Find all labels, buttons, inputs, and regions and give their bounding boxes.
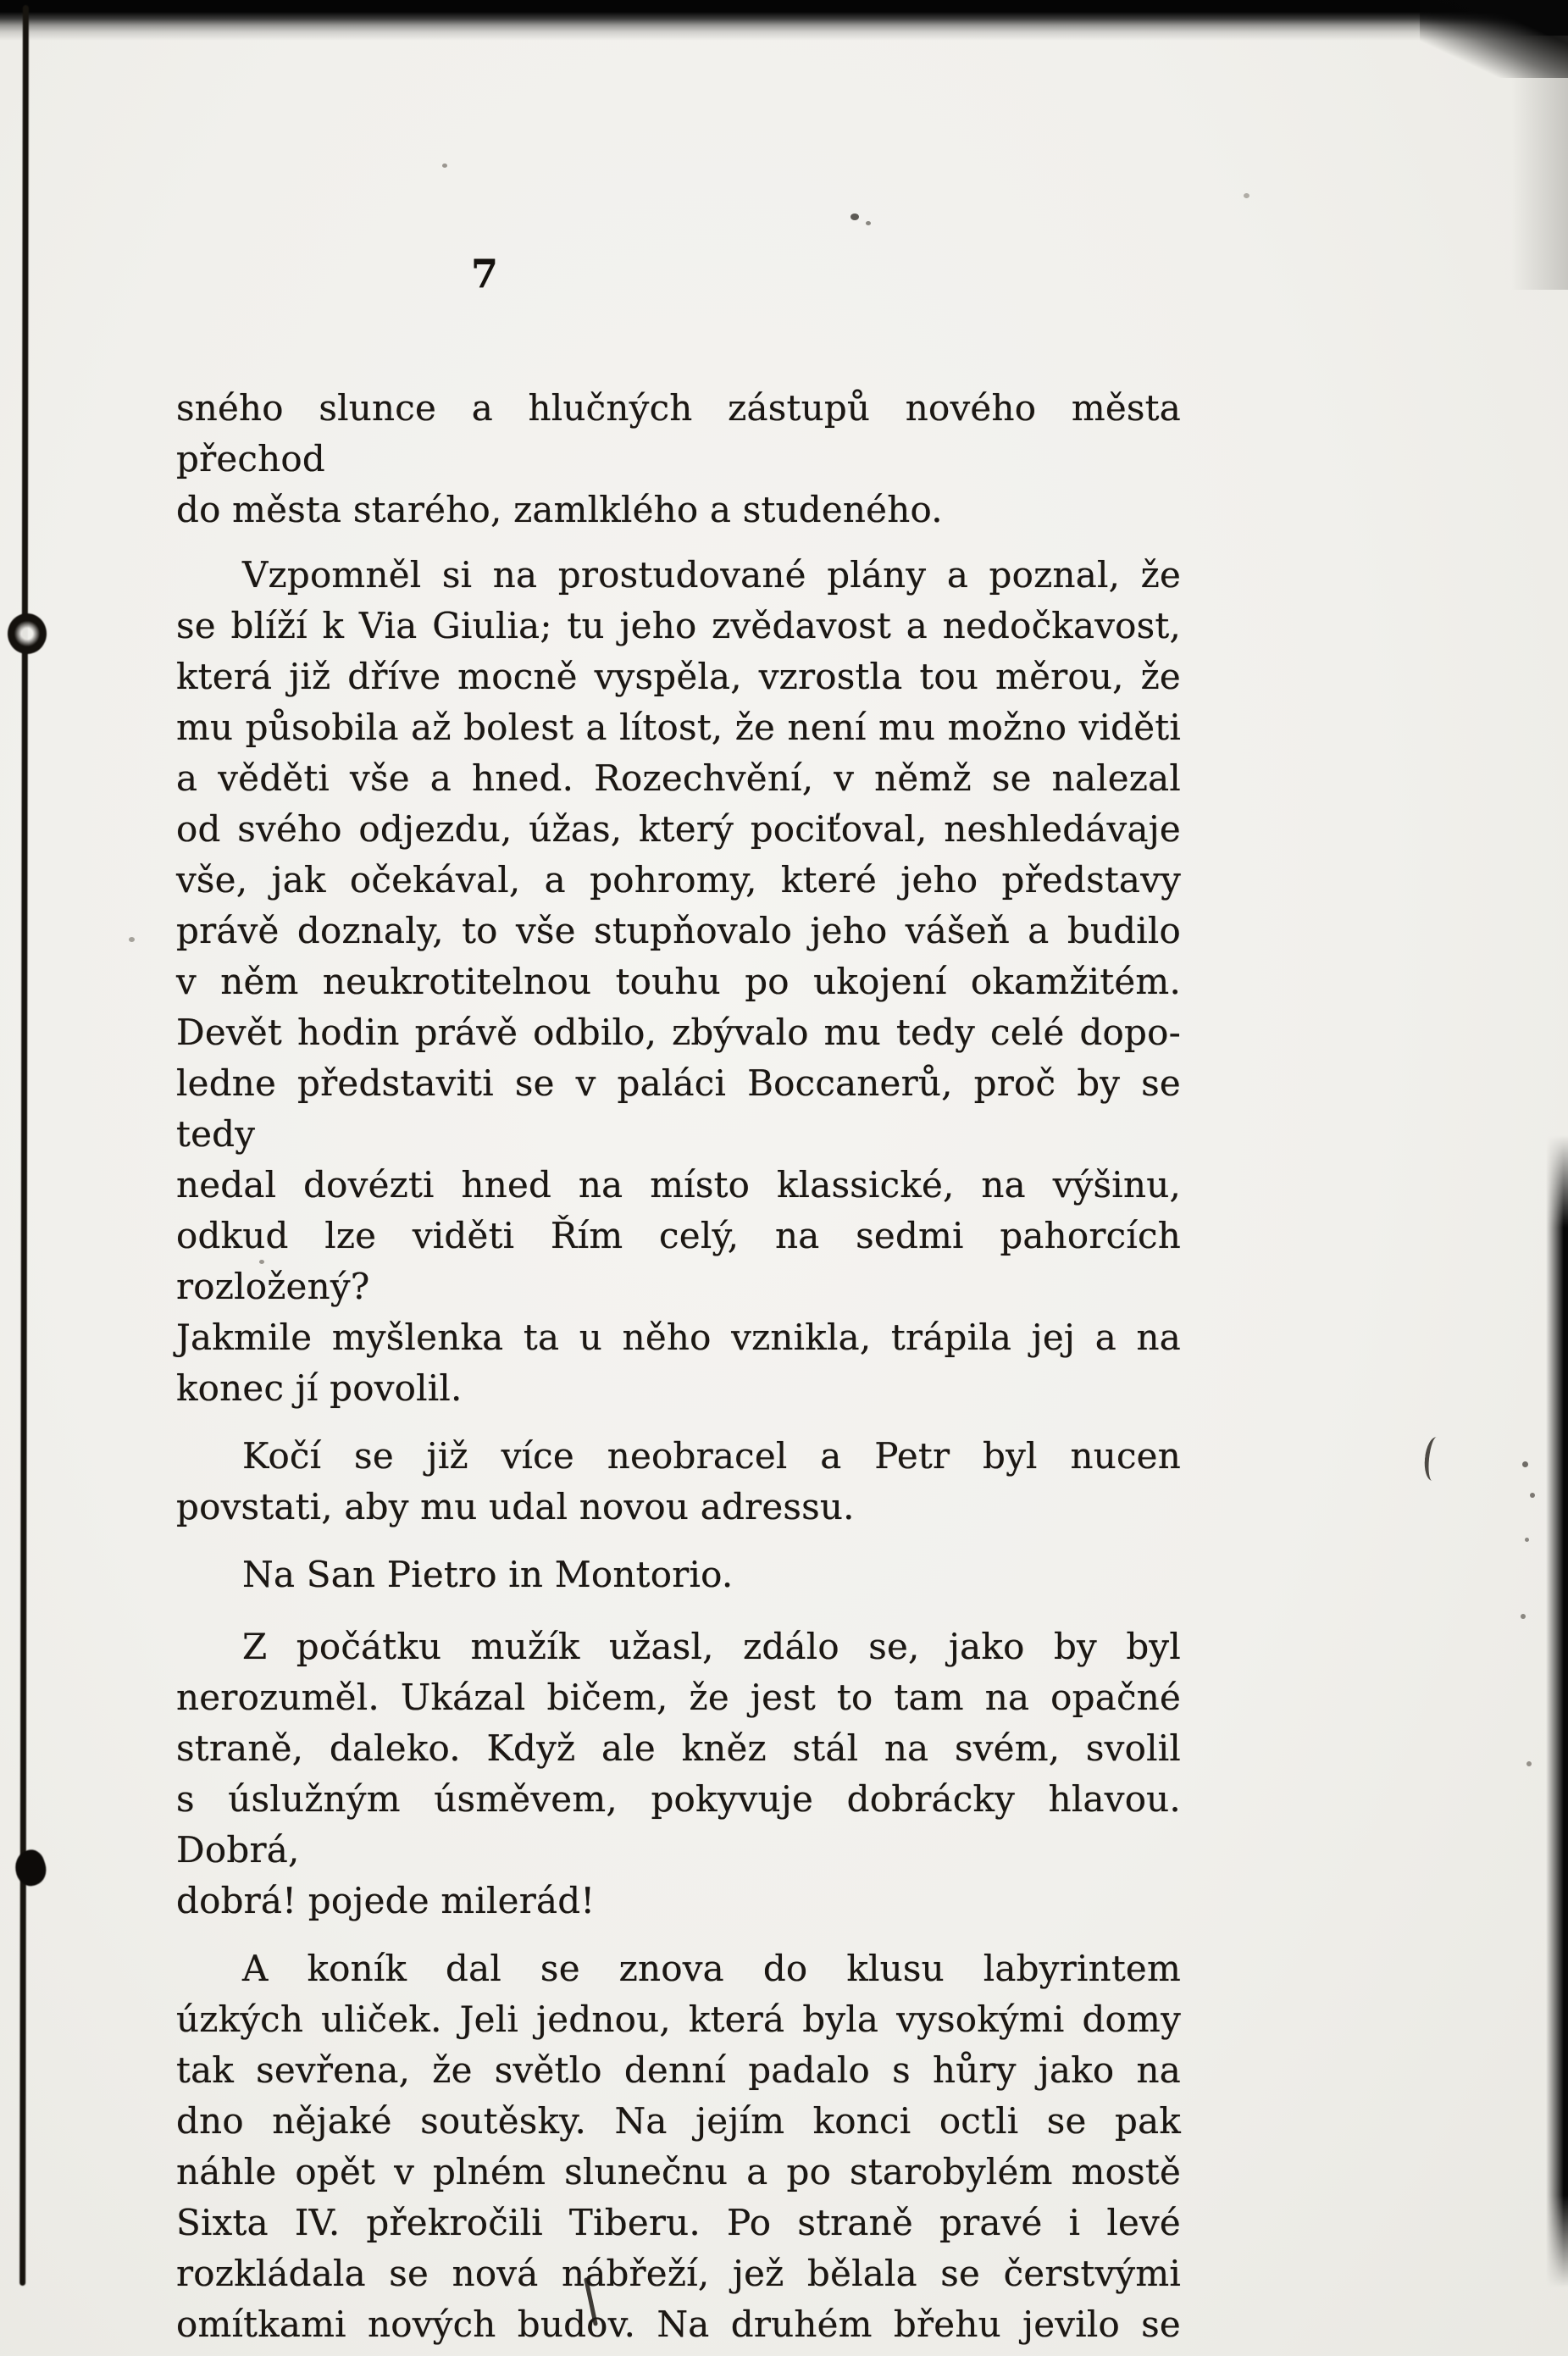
paper-speck [1521,1614,1526,1619]
text-line: konec jí povolil. [176,1367,463,1409]
scan-edge-right [1546,1135,1568,2287]
text-line: tak sevřena, že světlo denní padalo s hůry jako na [176,2049,1181,2091]
text-line: nedal dovézti hned na místo klassické, na výšinu, [176,1164,1181,1206]
text-line: se blíží k Via Giulia; tu jeho zvědavost a nedočkavost, [176,605,1181,646]
ink-blot-left-lower [10,1846,50,1889]
paper-speck [1525,1538,1529,1542]
text-line: Jakmile myšlenka ta u něho vznikla, trápila jej a na [176,1317,1181,1358]
text-line: dobrá! pojede milerád! [176,1880,596,1921]
text-line: Sixta IV. překročili Tiberu. Po straně pravé i levé [176,2202,1181,2243]
text-line: Devět hodin právě odbilo, zbývalo mu tedy celé dopo- [176,1012,1181,1053]
text-line: nerozuměl. Ukázal bičem, že jest to tam na opačné [176,1677,1181,1718]
paper-speck [1244,193,1249,198]
text-line: sného slunce a hlučných zástupů nového města přechod [176,387,1181,480]
paper-speck [129,937,135,942]
ink-blot-left-upper [8,613,47,654]
paper-speck [1530,1493,1535,1498]
text-line: Z počátku mužík užasl, zdálo se, jako by byl [242,1626,1181,1667]
text-line: mu působila až bolest a lítost, že není mu možno viděti [176,707,1181,748]
scan-edge-top [0,0,1568,41]
text-line: náhle opět v plném slunečnu a po starobylém mostě [176,2151,1181,2192]
paper-speck [1522,1461,1528,1467]
text-line: Vzpomněl si na prostudované plány a poznal, že [242,554,1181,596]
paragraph [176,1431,1181,1533]
text-line: rozkládala se nová nábřeží, jež bělala se čerstvými [176,2253,1181,2294]
page-number: 7 [471,251,499,297]
text-line: straně, daleko. Když ale kněz stál na svém, svolil [176,1727,1181,1769]
paragraph [176,383,1181,535]
text-line: úzkých uliček. Jeli jednou, která byla vysokými domy [176,1998,1181,2040]
text-line: vše, jak očekával, a pohromy, které jeho představy [176,859,1181,901]
text-line: povstati, aby mu udal novou adressu. [176,1486,855,1527]
text-line: právě doznaly, to vše stupňovalo jeho vášeň a budilo [176,910,1181,951]
text-line: ledne představiti se v paláci Boccanerů, proč by se tedy [176,1062,1181,1155]
text-line: Kočí se již více neobracel a Petr byl nucen [242,1435,1181,1477]
paper-speck [866,221,871,225]
text-block [176,383,1181,2350]
stray-paren-mark [1422,1436,1444,1482]
paper-speck [1526,1761,1532,1766]
text-line: s úslužným úsměvem, pokyvuje dobrácky hlavou. Dobrá, [176,1778,1181,1871]
text-line: v něm neukrotitelnou touhu po ukojení okamžitém. [176,961,1181,1002]
text-line: dno nějaké soutěsky. Na jejím konci octli se pak [176,2100,1181,2142]
text-line: a věděti vše a hned. Rozechvění, v němž se nalezal [176,757,1181,799]
text-line: A koník dal se znova do klusu labyrintem [242,1948,1181,1989]
text-line: omítkami nových budov. Na druhém břehu jevilo se [176,2303,1181,2345]
paragraph [176,1549,1181,1600]
paragraph [176,1943,1181,2350]
scan-smudge-top-right [1488,36,1568,290]
text-line: odkud lze viděti Řím celý, na sedmi pahorcích rozložený? [176,1215,1181,1307]
paper-speck [442,164,447,168]
paragraph [176,1621,1181,1926]
paper-speck [850,213,859,220]
paragraph [176,550,1181,1414]
text-line: od svého odjezdu, úžas, který pociťoval, neshledávaje [176,808,1181,850]
text-line: která již dříve mocně vyspěla, vzrostla tou měrou, že [176,656,1181,697]
text-line: do města starého, zamlklého a studeného. [176,489,943,530]
text-line: Na San Pietro in Montorio. [242,1554,734,1595]
scan-edge-left-line [19,5,29,2286]
